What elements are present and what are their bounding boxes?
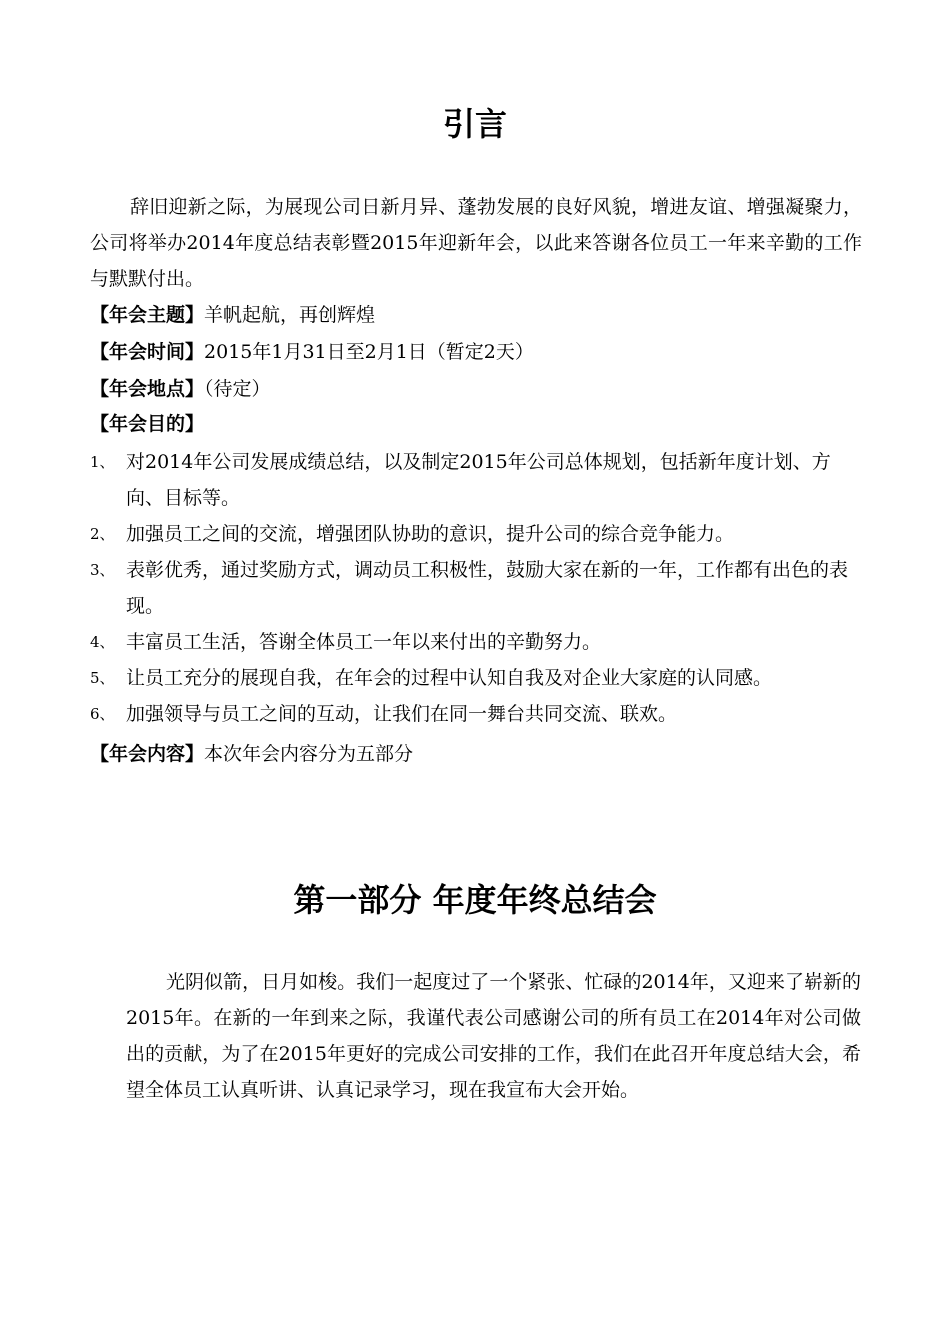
list-item-text: 加强领导与员工之间的互动，让我们在同一舞台共同交流、联欢。 <box>126 703 678 725</box>
part1-paragraph: 光阴似箭，日月如梭。我们一起度过了一个紧张、忙碌的2014年，又迎来了崭新的2015年。在新的一年到来之际，我谨代表公司感谢公司的所有员工在2014年对公司做出的贡献，为了在2015年更好的完成公司安排的工作，我们在此召开年度总结大会，希望全体员工认真听讲、认真记录学习，现在我宣布大会开始。 <box>126 971 861 1101</box>
meeting-place-label: 【年会地点】 <box>90 378 205 400</box>
meeting-theme-value: 羊帆起航，再创辉煌 <box>204 304 376 326</box>
list-item-text: 加强员工之间的交流，增强团队协助的意识，提升公司的综合竞争能力。 <box>126 523 735 545</box>
meeting-content <box>90 736 880 772</box>
meeting-time-label: 【年会时间】 <box>90 341 205 363</box>
meeting-goal-label: 【年会目的】 <box>90 413 205 435</box>
meeting-content-label: 【年会内容】 <box>90 743 205 765</box>
meeting-content-value: 本次年会内容分为五部分 <box>204 743 414 765</box>
list-item-number: 2、 <box>90 525 115 543</box>
list-item-number: 6、 <box>90 705 115 723</box>
meeting-goal <box>90 406 880 442</box>
list-item-number: 5、 <box>90 669 115 687</box>
meeting-time <box>90 334 880 370</box>
list-item <box>90 624 861 660</box>
meeting-theme-label: 【年会主题】 <box>90 304 205 326</box>
meeting-theme <box>90 297 880 333</box>
list-item-text: 丰富员工生活，答谢全体员工一年以来付出的辛勤努力。 <box>126 631 602 653</box>
meeting-time-value: 2015年1月31日至2月1日（暂定2天） <box>204 341 534 363</box>
intro-heading: 引言 <box>442 105 507 143</box>
list-item <box>90 444 861 516</box>
list-item-text: 表彰优秀，通过奖励方式，调动员工积极性，鼓励大家在新的一年，工作都有出色的表现。 <box>126 559 849 617</box>
meeting-place-value: （待定） <box>204 378 271 400</box>
intro-paragraph: 辞旧迎新之际，为展现公司日新月异、蓬勃发展的良好风貌，增进友谊、增强凝聚力，公司将举办2014年度总结表彰暨2015年迎新年会，以此来答谢各位员工一年来辛勤的工作与默默付出。 <box>90 196 862 290</box>
list-item-number: 4、 <box>90 633 115 651</box>
goal-list <box>90 444 880 732</box>
list-item-number: 3、 <box>90 561 115 579</box>
list-item <box>90 696 861 732</box>
list-item-text: 让员工充分的展现自我，在年会的过程中认知自我及对企业大家庭的认同感。 <box>126 667 773 689</box>
part1-heading: 第一部分 年度年终总结会 <box>293 881 657 919</box>
list-item <box>90 552 861 624</box>
meeting-place <box>90 371 880 407</box>
list-item-number: 1、 <box>90 453 115 471</box>
list-item <box>90 516 861 552</box>
list-item-text: 对2014年公司发展成绩总结，以及制定2015年公司总体规划，包括新年度计划、方向、目标等。 <box>126 451 831 509</box>
list-item <box>90 660 861 696</box>
